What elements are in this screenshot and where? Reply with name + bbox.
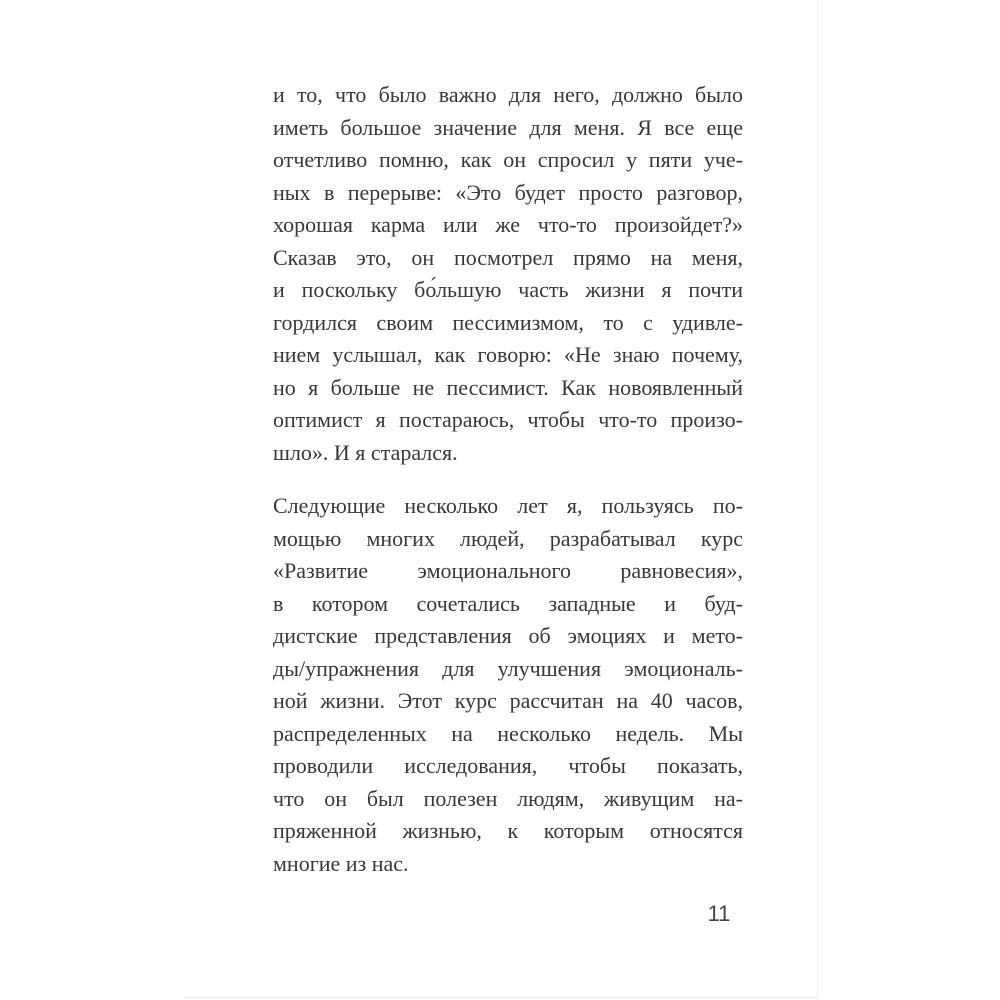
text-line: что он был полезен людям, живущим на- — [273, 785, 743, 811]
text-line: многие из нас. — [273, 850, 409, 876]
paragraph — [273, 79, 743, 469]
text-line: в котором сочетались западные и буд- — [273, 590, 743, 616]
text-line: хорошая карма или же что-то произойдет?» — [273, 212, 743, 237]
text-line: и то, что было важно для него, должно было — [273, 82, 743, 107]
text-line: иметь большое значение для меня. Я все еще — [273, 114, 743, 140]
text-line: отчетливо помню, как он спросил у пяти уче- — [273, 147, 743, 172]
text-line: «Развитие эмоционального равновесия», — [273, 558, 743, 583]
text-line: распределенных на несколько недель. Мы — [273, 720, 743, 746]
text-line: ной жизни. Этот курс рассчитан на 40 часов, — [273, 688, 743, 713]
text-line: шло». И я старался. — [273, 439, 458, 465]
paragraph — [273, 490, 743, 880]
text-line: нием услышал, как говорю: «Не знаю почему, — [273, 342, 743, 367]
page-text — [273, 79, 743, 880]
text-line: ды/упражнения для улучшения эмоциональ- — [273, 655, 743, 681]
text-line: оптимист я постараюсь, чтобы что-то произо- — [273, 407, 743, 432]
text-line: пряженной жизнью, к которым относятся — [273, 818, 743, 843]
page-bottom-edge — [185, 997, 818, 998]
text-line: но я больше не пессимист. Как новоявленный — [273, 374, 743, 400]
text-line: ных в перерыве: «Это будет просто разговор, — [273, 179, 743, 205]
text-line: гордился своим пессимизмом, то с удивле- — [273, 309, 743, 335]
page-right-edge — [817, 0, 818, 998]
text-line: дистские представления об эмоциях и мето- — [273, 623, 743, 648]
text-line: и поскольку бо́льшую часть жизни я почти — [273, 277, 743, 302]
text-line: мощью многих людей, разрабатывал курс — [273, 525, 743, 551]
page-number: 11 — [707, 901, 731, 926]
text-line: Сказав это, он посмотрел прямо на меня, — [273, 244, 743, 270]
text-line: проводили исследования, чтобы показать, — [273, 753, 743, 778]
text-line: Следующие несколько лет я, пользуясь по- — [273, 493, 743, 518]
